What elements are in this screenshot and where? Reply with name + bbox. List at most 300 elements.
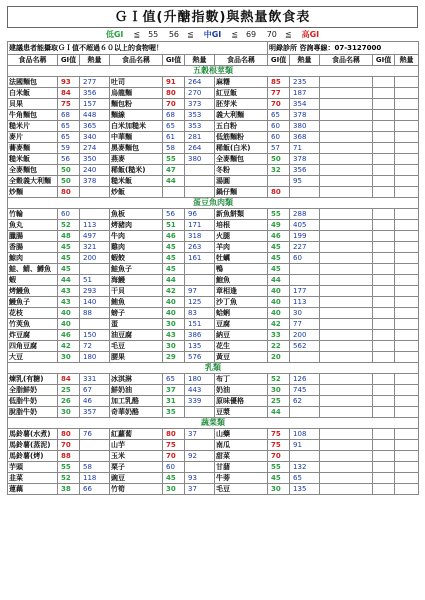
food-name: 義大利麵 [215,110,268,121]
calorie-value: 67 [80,385,110,396]
calorie-value: 30 [290,308,320,319]
empty-cell [320,319,373,330]
table-row [8,253,419,264]
food-name: 鮪魚 [110,297,163,308]
empty-cell [395,396,419,407]
empty-cell [395,253,419,264]
empty-cell [373,231,395,242]
table-row [8,99,419,110]
food-name: 馬鈴薯(蒸泥) [8,440,58,451]
gi-value: 30 [268,385,290,396]
gi-value: 45 [268,473,290,484]
gi-value: 61 [163,132,185,143]
gi-value: 45 [163,253,185,264]
calorie-value [185,165,215,176]
food-name: 干貝 [110,286,163,297]
food-name: 冰淇淋 [110,374,163,385]
table-row [8,143,419,154]
calorie-value [185,176,215,187]
gi-value: 45 [268,253,290,264]
empty-cell [395,352,419,363]
legend-low-label: 低GI [105,30,124,39]
table-row [8,330,419,341]
table-row [8,154,419,165]
empty-cell [395,231,419,242]
food-name: 玉米 [110,451,163,462]
calorie-value: 497 [80,231,110,242]
calorie-value [290,275,320,286]
empty-cell [373,220,395,231]
food-name: 脫脂牛奶 [8,407,58,418]
calorie-value: 37 [185,484,215,495]
calorie-value: 321 [80,242,110,253]
gi-value: 42 [268,319,290,330]
gi-value: 58 [163,143,185,154]
calorie-value: 227 [290,242,320,253]
calorie-value: 264 [185,143,215,154]
food-name: 花生 [215,341,268,352]
calorie-value: 281 [185,132,215,143]
column-header: GI值 [373,55,395,66]
empty-cell [320,429,373,440]
food-name: 油豆腐 [110,330,163,341]
gi-value: 30 [163,341,185,352]
empty-cell [320,253,373,264]
gi-value: 80 [58,429,80,440]
gi-value: 84 [58,88,80,99]
calorie-value: 126 [290,374,320,385]
gi-value: 70 [268,99,290,110]
calorie-value: 171 [185,220,215,231]
gi-value: 37 [163,385,185,396]
gi-value: 91 [163,77,185,88]
gi-value: 75 [163,440,185,451]
gi-value: 30 [163,319,185,330]
calorie-value: 180 [80,352,110,363]
empty-cell [395,154,419,165]
food-name: 紅蘿蔔 [110,429,163,440]
calorie-value: 373 [185,99,215,110]
calorie-value: 96 [185,209,215,220]
food-name: 花枝 [8,308,58,319]
calorie-value [185,407,215,418]
food-name: 鰻魚子 [8,297,58,308]
calorie-value: 356 [80,88,110,99]
gi-value: 65 [268,110,290,121]
empty-cell [373,341,395,352]
gi-value: 26 [58,396,80,407]
table-row [8,132,419,143]
gi-value: 70 [268,451,290,462]
legend-high-label: 高GI [301,30,320,39]
empty-cell [395,88,419,99]
gi-value: 70 [163,99,185,110]
table-row [8,77,419,88]
empty-cell [320,308,373,319]
gi-value: 25 [58,385,80,396]
table-row [8,319,419,330]
food-name: 糙米片 [8,121,58,132]
gi-value: 40 [58,308,80,319]
food-name: 鍋仔麵 [215,187,268,198]
legend-le-3: ≦ [231,30,238,39]
table-row [8,187,419,198]
food-name: 牛角麵包 [8,110,58,121]
gi-value: 43 [58,286,80,297]
food-name: 納豆 [215,330,268,341]
gi-value: 22 [268,341,290,352]
gi-value: 65 [163,121,185,132]
calorie-value: 46 [80,396,110,407]
food-name: 山藥 [215,429,268,440]
calorie-value: 108 [290,429,320,440]
calorie-value: 72 [80,341,110,352]
section-title: 乳類 [8,363,419,374]
gi-value: 60 [58,209,80,220]
calorie-value [185,264,215,275]
empty-cell [320,121,373,132]
gi-value: 38 [58,484,80,495]
calorie-value: 150 [80,330,110,341]
empty-cell [320,330,373,341]
food-name: 全麥麵包 [215,154,268,165]
column-header: 食品名稱 [320,55,373,66]
calorie-value: 118 [80,473,110,484]
table-row [8,352,419,363]
food-name: 羊肉 [215,242,268,253]
gi-value: 52 [268,374,290,385]
food-name: 南瓜 [215,440,268,451]
calorie-value [290,264,320,275]
calorie-value: 95 [290,176,320,187]
empty-cell [373,77,395,88]
calorie-value [290,352,320,363]
empty-cell [320,132,373,143]
calorie-value [185,440,215,451]
food-name: 蝦餃 [110,253,163,264]
empty-cell [320,187,373,198]
gi-value [268,176,290,187]
empty-cell [395,132,419,143]
column-header: 熱量 [185,55,215,66]
food-name: 麵線 [110,110,163,121]
calorie-value: 199 [290,231,320,242]
gi-value: 44 [58,275,80,286]
empty-cell [373,352,395,363]
food-name: 紅豆飯 [215,88,268,99]
table-row [8,209,419,220]
calorie-value: 288 [290,209,320,220]
gi-value: 30 [58,352,80,363]
food-name: 豌豆 [110,473,163,484]
gi-value: 45 [163,473,185,484]
empty-cell [320,99,373,110]
food-name: 中華麵 [110,132,163,143]
empty-cell [320,462,373,473]
table-row [8,176,419,187]
empty-cell [395,473,419,484]
calorie-value: 356 [290,165,320,176]
empty-cell [373,429,395,440]
gi-value: 85 [268,77,290,88]
empty-cell [395,374,419,385]
empty-cell [395,264,419,275]
clinic-contact: 明錄診所 咨詢專線：07-3127000 [268,42,419,55]
gi-value: 40 [58,319,80,330]
empty-cell [395,209,419,220]
calorie-value: 76 [80,429,110,440]
column-header: 熱量 [395,55,419,66]
empty-cell [320,374,373,385]
food-name: 全穀義大利麵 [8,176,58,187]
food-name: 蝦 [8,275,58,286]
empty-cell [373,462,395,473]
food-name: 白米飯 [8,88,58,99]
calorie-value: 340 [80,132,110,143]
calorie-value: 368 [290,132,320,143]
empty-cell [320,275,373,286]
calorie-value: 88 [80,308,110,319]
column-header: 熱量 [290,55,320,66]
gi-value: 70 [163,451,185,462]
legend-mid-start: 56 [168,30,180,39]
gi-value: 40 [268,308,290,319]
header-row [8,55,419,66]
gi-value: 56 [58,154,80,165]
gi-value: 45 [58,242,80,253]
empty-cell [320,220,373,231]
column-header: 食品名稱 [8,55,58,66]
gi-value: 40 [268,286,290,297]
gi-value: 40 [268,297,290,308]
gi-value: 80 [58,187,80,198]
food-name: 蓮藕 [8,484,58,495]
food-name: 原味優格 [215,396,268,407]
gi-value: 25 [268,396,290,407]
column-header: GI值 [268,55,290,66]
table-row [8,462,419,473]
gi-value: 45 [268,242,290,253]
food-name: 鯨肉 [8,253,58,264]
empty-cell [320,143,373,154]
food-name: 牛蒡 [215,473,268,484]
empty-cell [320,231,373,242]
table-row [8,242,419,253]
calorie-value: 353 [185,121,215,132]
calorie-value: 151 [185,319,215,330]
empty-cell [395,440,419,451]
food-name: 竹輪 [8,209,58,220]
empty-cell [373,440,395,451]
empty-cell [373,484,395,495]
food-name: 毛豆 [215,484,268,495]
calorie-value: 92 [185,451,215,462]
food-name: 五白粉 [215,121,268,132]
empty-cell [373,286,395,297]
gi-value: 60 [268,132,290,143]
empty-cell [320,451,373,462]
calorie-value: 113 [290,297,320,308]
table-row [8,165,419,176]
column-header: 食品名稱 [110,55,163,66]
table-row [8,275,419,286]
table-row [8,88,419,99]
table-row [8,484,419,495]
food-name: 全脂鮮奶 [8,385,58,396]
empty-cell [395,330,419,341]
food-name: 法國麵包 [8,77,58,88]
food-name: 糙米飯 [8,154,58,165]
empty-cell [373,308,395,319]
gi-value: 56 [163,209,185,220]
table-row [8,121,419,132]
table-row [8,407,419,418]
gi-value: 45 [58,253,80,264]
calorie-value: 93 [185,473,215,484]
empty-cell [320,176,373,187]
food-name: 吐司 [110,77,163,88]
calorie-value: 270 [185,88,215,99]
calorie-value: 448 [80,110,110,121]
calorie-value: 378 [290,154,320,165]
section-title: 五穀根莖類 [8,66,419,77]
legend-le-2: ≦ [187,30,194,39]
calorie-value: 443 [185,385,215,396]
food-name: 毛豆 [110,341,163,352]
calorie-value [80,209,110,220]
calorie-value: 354 [290,99,320,110]
food-name: 牡蠣 [215,253,268,264]
calorie-value: 161 [185,253,215,264]
gi-value: 30 [163,484,185,495]
gi-value: 60 [268,121,290,132]
food-name: 麥片 [8,132,58,143]
gi-value: 50 [268,154,290,165]
food-name: 冬粉 [215,165,268,176]
gi-value: 88 [58,451,80,462]
gi-value: 43 [58,297,80,308]
column-header: 食品名稱 [215,55,268,66]
food-name: 貝果 [8,99,58,110]
calorie-value: 97 [185,286,215,297]
empty-cell [320,77,373,88]
table-row [8,451,419,462]
empty-cell [395,429,419,440]
empty-cell [395,484,419,495]
gi-value: 59 [58,143,80,154]
gi-value: 42 [58,341,80,352]
food-name: 香腸 [8,242,58,253]
food-name: 布丁 [215,374,268,385]
column-header: GI值 [58,55,80,66]
empty-cell [373,275,395,286]
gi-value: 55 [58,462,80,473]
empty-cell [320,209,373,220]
calorie-value: 113 [80,220,110,231]
gi-value: 40 [163,297,185,308]
gi-value: 75 [58,99,80,110]
calorie-value: 71 [290,143,320,154]
food-name: 芋頭 [8,462,58,473]
food-name: 馬鈴薯(水煮) [8,429,58,440]
empty-cell [373,209,395,220]
calorie-value: 264 [185,77,215,88]
food-name: 四角豆腐 [8,341,58,352]
food-name: 鮭魚子 [110,264,163,275]
notice-row [8,42,419,55]
food-name: 低脂牛奶 [8,396,58,407]
gi-value: 55 [163,154,185,165]
food-name: 炸豆腐 [8,330,58,341]
food-name: 蛤蜊 [215,308,268,319]
calorie-value: 62 [290,396,320,407]
calorie-value: 274 [80,143,110,154]
food-name: 螃子 [110,308,163,319]
calorie-value [290,407,320,418]
gi-value: 55 [268,462,290,473]
calorie-value [290,187,320,198]
gi-value: 44 [268,407,290,418]
gi-legend [7,28,418,41]
food-name: 章相逢 [215,286,268,297]
calorie-value: 745 [290,385,320,396]
food-name: 全麥麵包 [8,165,58,176]
table-row [8,429,419,440]
food-name: 白米加糙米 [110,121,163,132]
calorie-value: 380 [290,121,320,132]
empty-cell [373,154,395,165]
table-row [8,396,419,407]
calorie-value: 140 [80,297,110,308]
gi-value: 47 [163,165,185,176]
food-name: 沙丁魚 [215,297,268,308]
calorie-value [185,187,215,198]
calorie-value: 37 [185,429,215,440]
empty-cell [320,242,373,253]
page [7,6,418,495]
calorie-value: 240 [80,165,110,176]
food-name: 稀飯(糙米) [110,165,163,176]
food-name: 甜菜 [215,451,268,462]
food-name: 黑麥麵包 [110,143,163,154]
table-row [8,440,419,451]
empty-cell [395,143,419,154]
food-name: 魚丸 [8,220,58,231]
empty-cell [395,187,419,198]
food-name: 麻糬 [215,77,268,88]
empty-cell [395,176,419,187]
calorie-value: 60 [290,253,320,264]
gi-value: 57 [268,143,290,154]
gi-value: 65 [58,132,80,143]
gi-value: 55 [268,209,290,220]
calorie-value: 83 [185,308,215,319]
legend-high-start: 70 [266,30,277,39]
empty-cell [373,473,395,484]
gi-value: 44 [268,275,290,286]
empty-cell [395,121,419,132]
gi-value: 48 [58,231,80,242]
gi-value: 50 [58,165,80,176]
gi-value: 77 [268,88,290,99]
empty-cell [395,165,419,176]
food-name: 煉乳(有糖) [8,374,58,385]
empty-cell [373,253,395,264]
empty-cell [373,110,395,121]
calorie-value: 277 [80,77,110,88]
food-name: 烤鰻魚 [8,286,58,297]
calorie-value: 350 [80,154,110,165]
